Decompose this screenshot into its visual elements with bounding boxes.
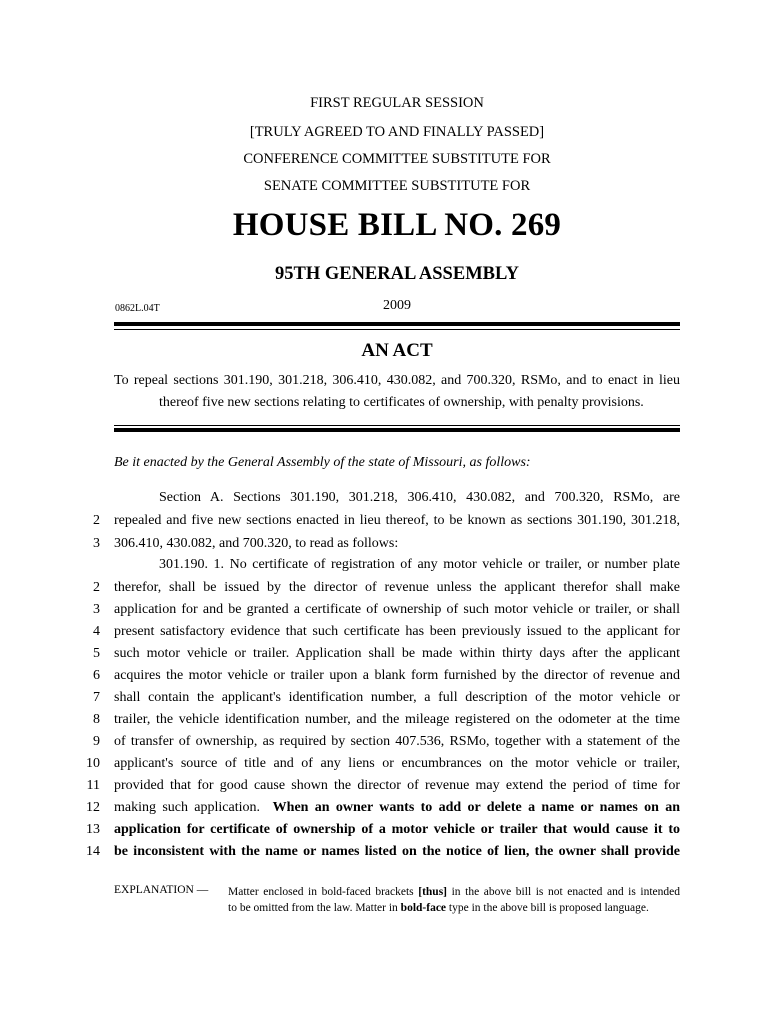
session-heading: FIRST REGULAR SESSION: [310, 95, 484, 111]
line-number: 12: [86, 800, 100, 815]
session-year: 2009: [383, 298, 411, 313]
line-number: 7: [93, 690, 100, 705]
section-line: of transfer of ownership, as required by section 407.536, RSMo, together with a statement of the: [114, 734, 680, 749]
line-number: 2: [93, 580, 100, 595]
summary-divider-thick: [114, 428, 680, 432]
line-text: making such application.: [114, 800, 261, 815]
line-number: 8: [93, 712, 100, 727]
section-line: therefor, shall be issued by the director of revenue unless the applicant therefor shall make: [114, 580, 680, 595]
proposed-language: application for certificate of ownership of a motor vehicle or trailer that would cause it to: [114, 822, 680, 837]
proposed-language: When an owner wants to add or delete a name or names on an: [272, 800, 680, 815]
section-a-line: repealed and five new sections enacted in lieu thereof, to be known as sections 301.190, 301.218,: [114, 513, 680, 528]
section-line: trailer, the vehicle identification number, and the mileage registered on the odometer at the time: [114, 712, 680, 727]
line-number: 14: [86, 844, 100, 859]
section-line: acquires the motor vehicle or trailer upon a blank form furnished by the director of revenue and: [114, 668, 680, 683]
explanation-text-part: in the above bill is not enacted and is intended: [447, 886, 681, 898]
explanation-text-part: type in the above bill is proposed language.: [446, 902, 649, 914]
assembly-heading: 95TH GENERAL ASSEMBLY: [274, 264, 519, 284]
section-line: shall contain the applicant's identification number, a full description of the motor vehicle or: [114, 690, 680, 705]
proposed-language: be inconsistent with the name or names listed on the notice of lien, the owner shall provide: [114, 844, 680, 859]
act-summary-line-1: To repeal sections 301.190, 301.218, 306.410, 430.082, and 700.320, RSMo, and to enact in lieu: [114, 373, 680, 388]
conference-substitute-heading: CONFERENCE COMMITTEE SUBSTITUTE FOR: [243, 151, 551, 167]
passage-status: [TRULY AGREED TO AND FINALLY PASSED]: [249, 124, 545, 140]
section-line: 301.190. 1. No certificate of registration of any motor vehicle or trailer, or number plate: [159, 557, 680, 572]
explanation-text: [228, 884, 680, 916]
line-number: 3: [93, 536, 100, 551]
line-number: 9: [93, 734, 100, 749]
section-line: application for and be granted a certificate of ownership of such motor vehicle or trailer, or shall: [114, 602, 680, 617]
senate-substitute-heading: SENATE COMMITTEE SUBSTITUTE FOR: [263, 178, 531, 194]
section-a-line: 306.410, 430.082, and 700.320, to read as follows:: [114, 536, 399, 551]
line-number: 5: [93, 646, 100, 661]
act-title: AN ACT: [361, 340, 433, 361]
line-number: 4: [93, 624, 100, 639]
section-line: applicant's source of title and of any liens or encumbrances on the motor vehicle or trailer,: [114, 756, 680, 771]
section-line: provided that for good cause shown the director of revenue may extend the period of time for: [114, 778, 680, 793]
line-number: 13: [86, 822, 100, 837]
bracket-example: [thus]: [418, 886, 448, 898]
section-line: [114, 844, 680, 864]
header-divider-thin: [114, 329, 680, 330]
bill-title: HOUSE BILL NO. 269: [232, 207, 562, 243]
enacting-clause: Be it enacted by the General Assembly of the state of Missouri, as follows:: [114, 455, 531, 470]
section-line: [114, 800, 680, 820]
line-number: 3: [93, 602, 100, 617]
line-number: 6: [93, 668, 100, 683]
boldface-example: bold-face: [400, 902, 447, 914]
document-number: 0862L.04T: [115, 303, 160, 314]
line-number: 2: [93, 513, 100, 528]
line-number: 10: [86, 756, 100, 771]
section-line: [114, 822, 680, 842]
section-line: such motor vehicle or trailer. Application shall be made within thirty days after the applicant: [114, 646, 680, 661]
summary-divider-thin: [114, 425, 680, 426]
explanation-text-part: to be omitted from the law. Matter in: [228, 902, 401, 914]
section-line: present satisfactory evidence that such certificate has been previously issued to the applicant for: [114, 624, 680, 639]
explanation-label: EXPLANATION —: [114, 884, 209, 896]
section-a-line: Section A. Sections 301.190, 301.218, 306.410, 430.082, and 700.320, RSMo, are: [159, 490, 680, 505]
line-number: 11: [86, 778, 100, 793]
act-summary-line-2: thereof five new sections relating to certificates of ownership, with penalty provisions.: [159, 395, 644, 410]
header-divider-thick: [114, 322, 680, 326]
explanation-text-part: Matter enclosed in bold-faced brackets: [228, 886, 419, 898]
